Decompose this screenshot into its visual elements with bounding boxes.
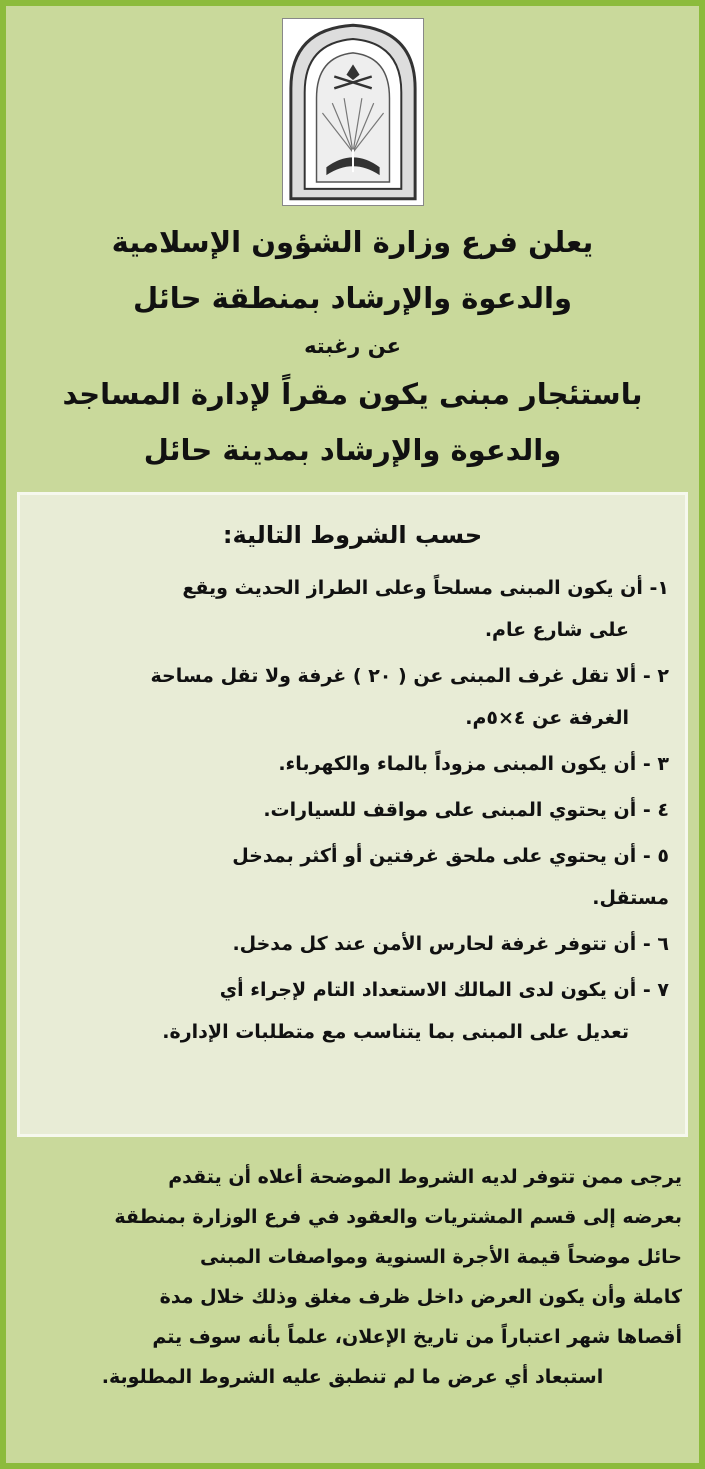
closing-line: يرجى ممن تتوفر لديه الشروط الموضحة أعلاه أن يتقدم xyxy=(168,1166,682,1188)
condition-item xyxy=(36,655,669,739)
headline-line-4: والدعوة والإرشاد بمدينة حائل xyxy=(143,433,562,467)
headline-line-3: باستئجار مبنى يكون مقراً لإدارة المساجد xyxy=(62,377,643,411)
condition-line: مستقل. xyxy=(592,887,669,909)
condition-item xyxy=(36,969,669,1053)
condition-line: الغرفة عن ٤×٥م. xyxy=(465,707,629,729)
condition-line: ٦ - أن تتوفر غرفة لحارس الأمن عند كل مدخل. xyxy=(232,933,669,955)
advertisement xyxy=(6,6,699,1463)
condition-line: ٥ - أن يحتوي على ملحق غرفتين أو أكثر بمدخل xyxy=(232,845,669,867)
condition-item xyxy=(36,743,669,785)
closing-line: كاملة وأن يكون العرض داخل ظرف مغلق وذلك خلال مدة xyxy=(159,1286,682,1308)
ministry-logo xyxy=(282,18,424,206)
condition-item xyxy=(36,567,669,651)
condition-line: على شارع عام. xyxy=(484,619,629,641)
condition-line: ٢ - ألا تقل غرف المبنى عن ( ٢٠ ) غرفة ولا تقل مساحة xyxy=(150,665,669,687)
condition-line: ٧ - أن يكون لدى المالك الاستعداد التام لإجراء أي xyxy=(219,979,669,1001)
condition-line: ١- أن يكون المبنى مسلحاً وعلى الطراز الحديث ويقع xyxy=(182,577,669,599)
condition-line: ٤ - أن يحتوي المبنى على مواقف للسيارات. xyxy=(263,799,669,821)
condition-item xyxy=(36,789,669,831)
condition-line: تعديل على المبنى بما يتناسب مع متطلبات الإدارة. xyxy=(162,1021,629,1043)
conditions-title: حسب الشروط التالية: xyxy=(222,521,483,549)
closing-paragraph xyxy=(17,1157,688,1397)
condition-item xyxy=(36,835,669,919)
headline-subtitle: عن رغبته xyxy=(304,334,401,358)
headline-line-1: يعلن فرع وزارة الشؤون الإسلامية xyxy=(111,225,594,259)
headline-line-2: والدعوة والإرشاد بمنطقة حائل xyxy=(133,281,572,315)
condition-line: ٣ - أن يكون المبنى مزوداً بالماء والكهرباء. xyxy=(278,753,669,775)
closing-line: أقصاها شهر اعتباراً من تاريخ الإعلان، علماً بأنه سوف يتم xyxy=(152,1326,682,1348)
conditions-box xyxy=(17,492,688,1137)
closing-line: بعرضه إلى قسم المشتريات والعقود في فرع الوزارة بمنطقة xyxy=(114,1206,682,1228)
emblem-icon xyxy=(283,19,423,205)
closing-line: استبعاد أي عرض ما لم تنطبق عليه الشروط المطلوبة. xyxy=(101,1366,604,1388)
closing-line: حائل موضحاً قيمة الأجرة السنوية ومواصفات المبنى xyxy=(199,1246,682,1268)
headline-block xyxy=(17,214,688,478)
condition-item xyxy=(36,923,669,965)
